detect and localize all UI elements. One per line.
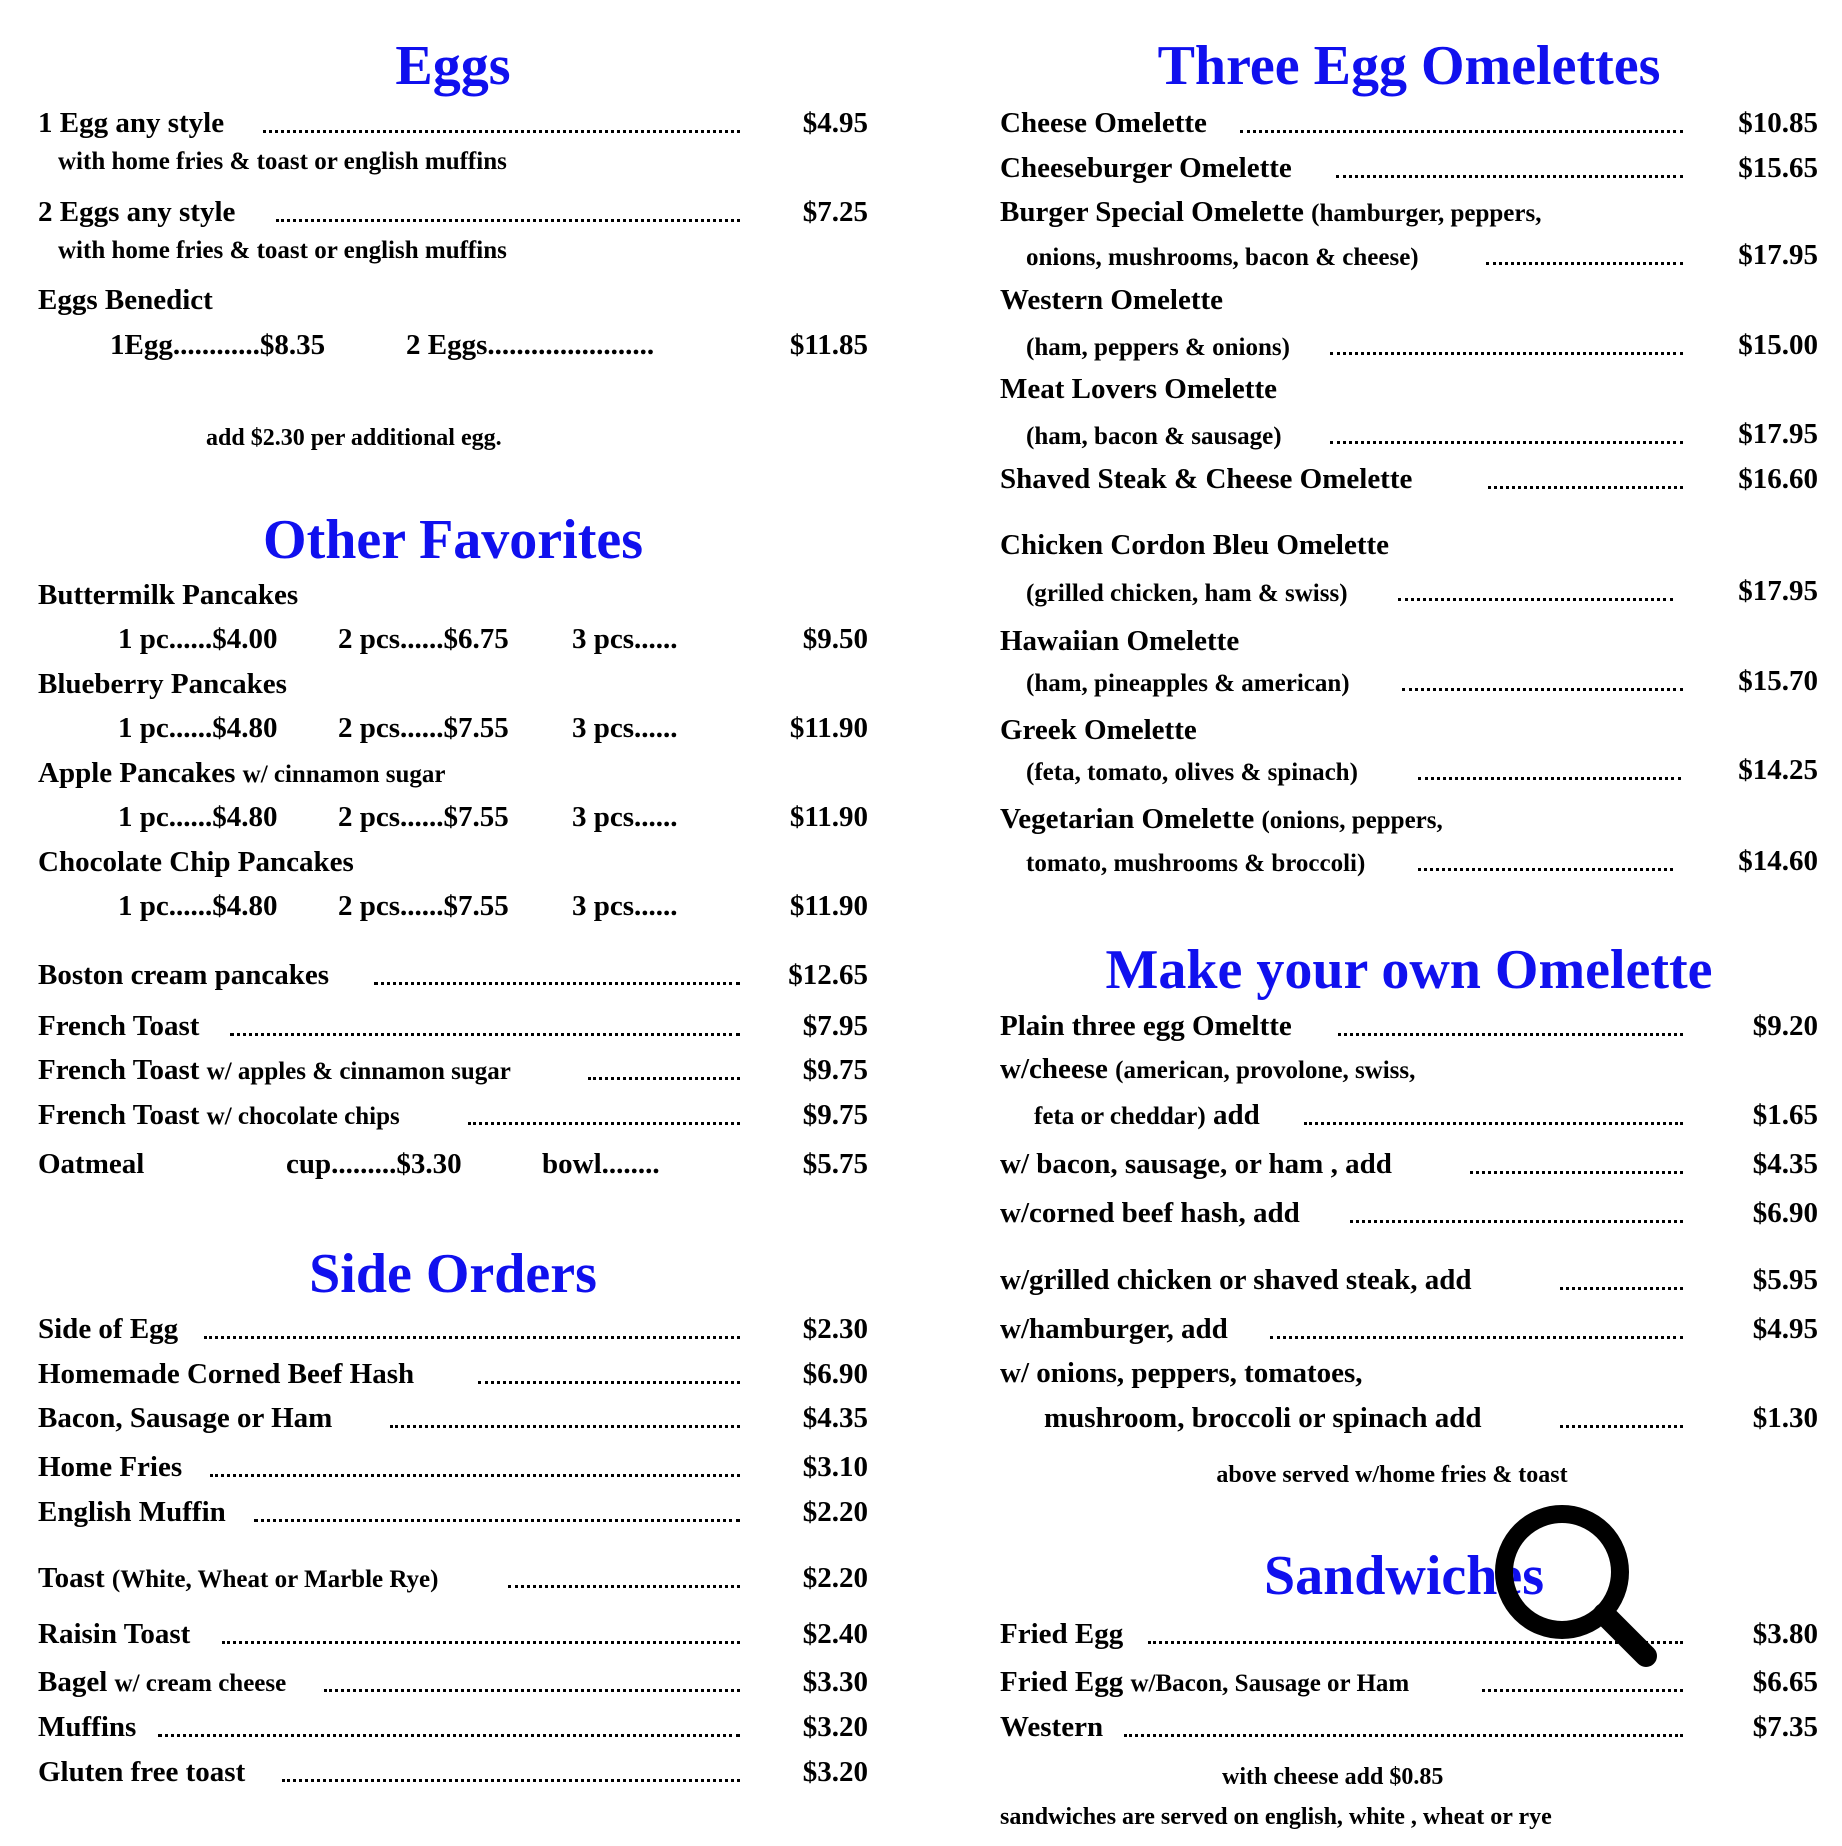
myo-veggies-name: w/ onions, peppers, tomatoes, (1000, 1357, 1363, 1389)
omelette-western-name: Western Omelette (1000, 284, 1224, 316)
menu-item-chocolate-chip-pancakes: 1 pc......$4.80 2 pcs......$7.55 3 pcs...... $11.90 (118, 890, 868, 922)
omelette-cordon-bleu-name: Chicken Cordon Bleu Omelette (1000, 529, 1390, 561)
menu-item-oatmeal: Oatmeal cup.........$3.30 bowl........ $5.75 (38, 1148, 868, 1180)
side-item-raisin-toast: Raisin Toast $2.40 (38, 1618, 868, 1650)
side-item-egg: Side of Egg $2.30 (38, 1313, 868, 1345)
eggs-benedict-name: Eggs Benedict (38, 284, 213, 316)
sandwich-fried-egg-meat: Fried Egg w/Bacon, Sausage or Ham $6.65 (1000, 1666, 1818, 1698)
blueberry-name: Blueberry Pancakes (38, 668, 287, 700)
omelette-hawaiian: (ham, pineapples & american) $15.70 (1026, 665, 1818, 697)
omelette-vegetarian-name: Vegetarian Omelette (onions, peppers, (1000, 803, 1443, 835)
omelette-greek-name: Greek Omelette (1000, 714, 1197, 746)
side-item-english-muffin: English Muffin $2.20 (38, 1496, 868, 1528)
omelette-burger-special-name: Burger Special Omelette (hamburger, peppers, (1000, 196, 1542, 228)
side-item-corned-beef-hash: Homemade Corned Beef Hash $6.90 (38, 1358, 868, 1390)
omelette-hawaiian-name: Hawaiian Omelette (1000, 625, 1240, 657)
side-orders-heading: Side Orders (309, 1243, 597, 1305)
one-egg-desc: with home fries & toast or english muffins (58, 148, 507, 175)
omelette-cordon-bleu: (grilled chicken, ham & swiss) $17.95 (1026, 575, 1818, 607)
myo-cheese: feta or cheddar) add $1.65 (1034, 1099, 1818, 1131)
menu-item-one-egg: 1 Egg any style $4.95 (38, 107, 868, 139)
sandwich-cheese-note: with cheese add $0.85 (1222, 1764, 1444, 1790)
myo-cheese-name: w/cheese (american, provolone, swiss, (1000, 1053, 1416, 1085)
menu-item-two-eggs: 2 Eggs any style $7.25 (38, 196, 868, 228)
myo-plain: Plain three egg Omeltte $9.20 (1000, 1010, 1818, 1042)
chocolate-name: Chocolate Chip Pancakes (38, 846, 354, 878)
apple-name: Apple Pancakes w/ cinnamon sugar (38, 757, 446, 789)
menu-item-french-toast-chocolate: French Toast w/ chocolate chips $9.75 (38, 1099, 868, 1131)
sandwich-bread-note: sandwiches are served on english, white , wheat or rye (1000, 1804, 1552, 1830)
myo-served-note: above served w/home fries & toast (1216, 1462, 1568, 1488)
search-icon[interactable] (1490, 1500, 1660, 1670)
buttermilk-name: Buttermilk Pancakes (38, 579, 299, 611)
side-item-muffins: Muffins $3.20 (38, 1711, 868, 1743)
myo-chicken-steak: w/grilled chicken or shaved steak, add $5.95 (1000, 1264, 1818, 1296)
omelette-burger-special: onions, mushrooms, bacon & cheese) $17.95 (1026, 239, 1818, 271)
side-item-toast: Toast (White, Wheat or Marble Rye) $2.20 (38, 1562, 868, 1594)
menu-item-blueberry-pancakes: 1 pc......$4.80 2 pcs......$7.55 3 pcs...... $11.90 (118, 712, 868, 744)
eggs-heading: Eggs (395, 35, 511, 97)
myo-hamburger: w/hamburger, add $4.95 (1000, 1313, 1818, 1345)
omelette-greek: (feta, tomato, olives & spinach) $14.25 (1026, 754, 1818, 786)
side-item-gluten-free-toast: Gluten free toast $3.20 (38, 1756, 868, 1788)
other-favorites-heading: Other Favorites (263, 509, 643, 571)
menu-item-boston-cream: Boston cream pancakes $12.65 (38, 959, 868, 991)
menu-item-french-toast: French Toast $7.95 (38, 1010, 868, 1042)
two-eggs-desc: with home fries & toast or english muffins (58, 237, 507, 264)
sandwiches-heading: Sandwiches (1263, 1545, 1545, 1607)
sandwich-fried-egg: Fried Egg $3.80 (1000, 1618, 1818, 1650)
omelette-meat-lovers-name: Meat Lovers Omelette (1000, 373, 1277, 405)
menu-item-apple-pancakes: 1 pc......$4.80 2 pcs......$7.55 3 pcs...... $11.90 (118, 801, 868, 833)
additional-egg-note: add $2.30 per additional egg. (206, 425, 502, 451)
three-egg-omelettes-heading: Three Egg Omelettes (1157, 35, 1661, 97)
omelette-vegetarian: tomato, mushrooms & broccoli) $14.60 (1026, 845, 1818, 877)
omelette-western: (ham, peppers & onions) $15.00 (1026, 329, 1818, 361)
menu-item-french-toast-apples: French Toast w/ apples & cinnamon sugar $9.75 (38, 1054, 868, 1086)
myo-corned-beef-hash: w/corned beef hash, add $6.90 (1000, 1197, 1818, 1229)
myo-veggies: mushroom, broccoli or spinach add $1.30 (1044, 1402, 1818, 1434)
omelette-shaved-steak: Shaved Steak & Cheese Omelette $16.60 (1000, 463, 1818, 495)
omelette-cheese: Cheese Omelette $10.85 (1000, 107, 1818, 139)
make-your-own-heading: Make your own Omelette (1105, 939, 1713, 1001)
side-item-bagel: Bagel w/ cream cheese $3.30 (38, 1666, 868, 1698)
side-item-home-fries: Home Fries $3.10 (38, 1451, 868, 1483)
omelette-cheeseburger: Cheeseburger Omelette $15.65 (1000, 152, 1818, 184)
myo-bacon-sausage-ham: w/ bacon, sausage, or ham , add $4.35 (1000, 1148, 1818, 1180)
menu-item-eggs-benedict: 1Egg............$8.35 2 Eggs....................... $11.85 (110, 329, 868, 361)
menu-item-buttermilk-pancakes: 1 pc......$4.00 2 pcs......$6.75 3 pcs...... $9.50 (118, 623, 868, 655)
side-item-bacon-sausage-ham: Bacon, Sausage or Ham $4.35 (38, 1402, 868, 1434)
omelette-meat-lovers: (ham, bacon & sausage) $17.95 (1026, 418, 1818, 450)
sandwich-western: Western $7.35 (1000, 1711, 1818, 1743)
